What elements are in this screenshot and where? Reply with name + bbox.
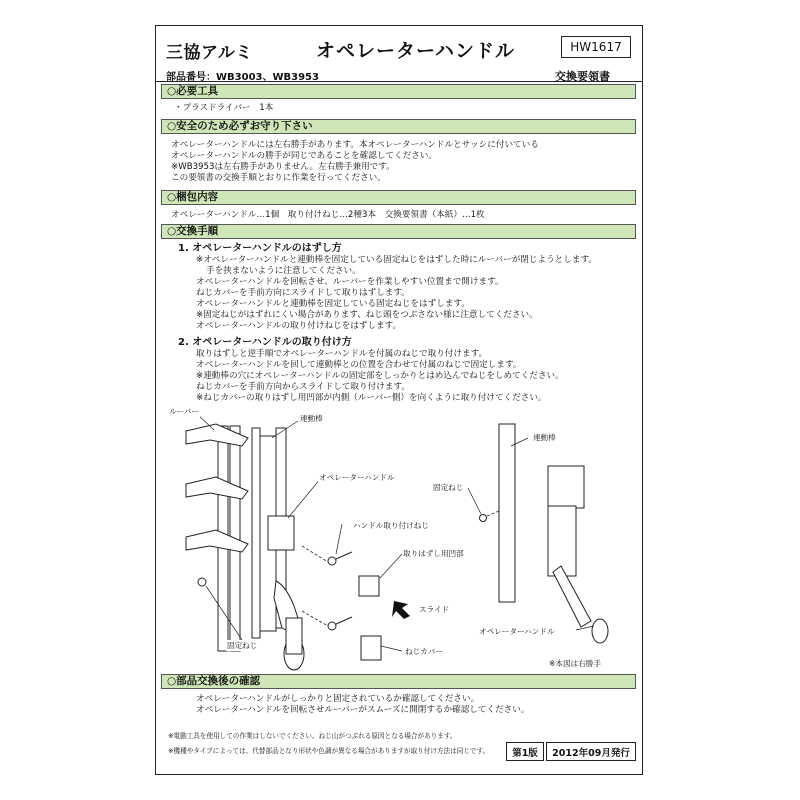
step2-line: ※連動棒の穴にオペレーターハンドルの固定部をしっかりとはめ込んでねじをしめてください。 bbox=[196, 371, 564, 381]
handle-screw bbox=[328, 557, 336, 565]
step1-line: オペレーターハンドルと連動棒を固定している固定ねじをはずします。 bbox=[196, 299, 470, 309]
section-heading-safety: ○安全のため必ずお守り下さい bbox=[161, 119, 636, 134]
operator-handle-body-right bbox=[548, 466, 584, 508]
label-louver: ルーバー bbox=[169, 407, 199, 416]
link-rod-right bbox=[499, 424, 515, 602]
step1-line: ねじカバーを手前方向にスライドして取りはずします。 bbox=[196, 288, 410, 298]
handle-screw bbox=[336, 552, 352, 559]
leader-line bbox=[380, 554, 402, 578]
manual-label: 交換要領書 bbox=[555, 70, 610, 83]
operator-handle-base-right bbox=[548, 506, 576, 576]
assembly-guide-line bbox=[302, 546, 328, 562]
step2-line: 取りはずしと逆手順でオペレーターハンドルを付属のねじで取り付けます。 bbox=[196, 349, 488, 359]
slide-arrow-icon bbox=[392, 601, 410, 619]
part-numbers: 部品番号：WB3003、WB3953 bbox=[166, 72, 319, 83]
removal-recess-part bbox=[359, 576, 379, 596]
fixing-screw-right bbox=[480, 515, 487, 522]
step1-line: オペレーターハンドルの取り付けねじをはずします。 bbox=[196, 321, 402, 331]
footer-note: ※電動工具を使用しての作業はしないでください。ねじ山がつぶれる原因となる場合があります。 bbox=[168, 732, 457, 740]
check-line: オペレーターハンドルがしっかりと固定されているか確認してください。 bbox=[196, 694, 480, 704]
issue-date: 2012年09月発行 bbox=[552, 747, 630, 759]
label-link-rod-right: 連動棒 bbox=[533, 433, 556, 442]
label-operator-handle: オペレーターハンドル bbox=[319, 473, 395, 482]
tools-item: ・プラスドライバー 1本 bbox=[174, 103, 274, 113]
operator-handle-grip bbox=[286, 618, 302, 654]
document-title: オペレーターハンドル bbox=[316, 40, 516, 62]
leader-line bbox=[336, 524, 342, 554]
product-code: HW1617 bbox=[570, 40, 622, 54]
leader-line bbox=[381, 646, 402, 651]
issue-date-box bbox=[546, 742, 636, 761]
step1-line: オペレーターハンドルを回転させ、ルーバーを作業しやすい位置まで開けます。 bbox=[196, 277, 504, 287]
safety-line: オペレーターハンドルの勝手が同じであることを確認してください。 bbox=[171, 151, 437, 161]
section-heading-contents: ○梱包内容 bbox=[161, 190, 636, 205]
leader-line bbox=[468, 488, 481, 514]
step2-title: 2. オペレーターハンドルの取り付け方 bbox=[178, 337, 352, 348]
step1-line: ※固定ねじがはずれにくい場合があります、ねじ頭をつぶさない様に注意してください。 bbox=[196, 310, 538, 320]
safety-line: この要領書の交換手順とおりに作業を行ってください。 bbox=[171, 173, 386, 183]
section-heading-check: ○部品交換後の確認 bbox=[161, 674, 636, 689]
leader-line bbox=[576, 626, 594, 630]
label-slide: スライド bbox=[419, 605, 450, 614]
label-fixing-screw: 固定ねじ bbox=[227, 641, 258, 650]
screw-cover-part bbox=[361, 636, 381, 660]
edition-box bbox=[506, 742, 544, 761]
label-link-rod: 連動棒 bbox=[300, 414, 323, 423]
footer-note: ※機種やタイプによっては、代替部品となり形状や色調が異なる場合がありますが取り付け方法は同じです。 bbox=[168, 747, 490, 755]
louver-frame-rail bbox=[252, 428, 260, 638]
step2-line: オペレーターハンドルを回して連動棒との位置を合わせて付属のねじで固定します。 bbox=[196, 360, 522, 370]
label-screw-cover: ねじカバー bbox=[405, 647, 443, 656]
step1-line: 手を挟まないように注意してください。 bbox=[206, 266, 361, 276]
handle-screw bbox=[328, 622, 336, 630]
safety-line: オペレーターハンドルには左右勝手があります。本オペレーターハンドルとサッシに付いている bbox=[171, 140, 539, 150]
label-handle-screw: ハンドル取り付けねじ bbox=[353, 521, 429, 530]
step1-title: 1. オペレーターハンドルのはずし方 bbox=[178, 243, 342, 254]
assembly-guide-line bbox=[302, 611, 328, 626]
section-heading-procedure: ○交換手順 bbox=[161, 224, 636, 239]
step2-line: ※ねじカバーの取りはずし用凹部が内側（ルーバー側）を向くように取り付けてください。 bbox=[196, 393, 547, 403]
assembly-guide-line bbox=[487, 511, 499, 516]
section-heading-tools: ○必要工具 bbox=[161, 84, 636, 99]
operator-handle-grip-right bbox=[592, 619, 608, 643]
label-removal-recess: 取りはずし用凹部 bbox=[403, 549, 464, 558]
label-fixing-screw-right: 固定ねじ bbox=[433, 483, 464, 492]
check-line: オペレーターハンドルを回転させルーバーがスムーズに開閉するか確認してください。 bbox=[196, 705, 530, 715]
brand-logo: 三協アルミ bbox=[166, 43, 253, 63]
safety-line: ※WB3953は左右勝手がありません。左右勝手兼用です。 bbox=[171, 162, 395, 172]
step1-line: ※オペレーターハンドルと連動棒を固定している固定ねじをはずした時にルーバーが閉じようとします。 bbox=[196, 255, 597, 265]
step2-line: ねじカバーを手前方向からスライドして取り付けます。 bbox=[196, 382, 410, 392]
right-hand-note: ※本図は右勝手 bbox=[549, 659, 601, 668]
handle-screw bbox=[336, 617, 352, 624]
contents-line: オペレーターハンドル…1個 取り付けねじ…2種3本 交換要領書（本紙）…1枚 bbox=[171, 210, 485, 220]
edition: 第1版 bbox=[512, 747, 538, 759]
operator-handle-body bbox=[268, 516, 294, 550]
leader-line bbox=[288, 478, 321, 518]
label-operator-handle-right: オペレーターハンドル bbox=[479, 627, 555, 636]
fixing-screw bbox=[198, 578, 206, 586]
instruction-sheet bbox=[155, 25, 643, 775]
